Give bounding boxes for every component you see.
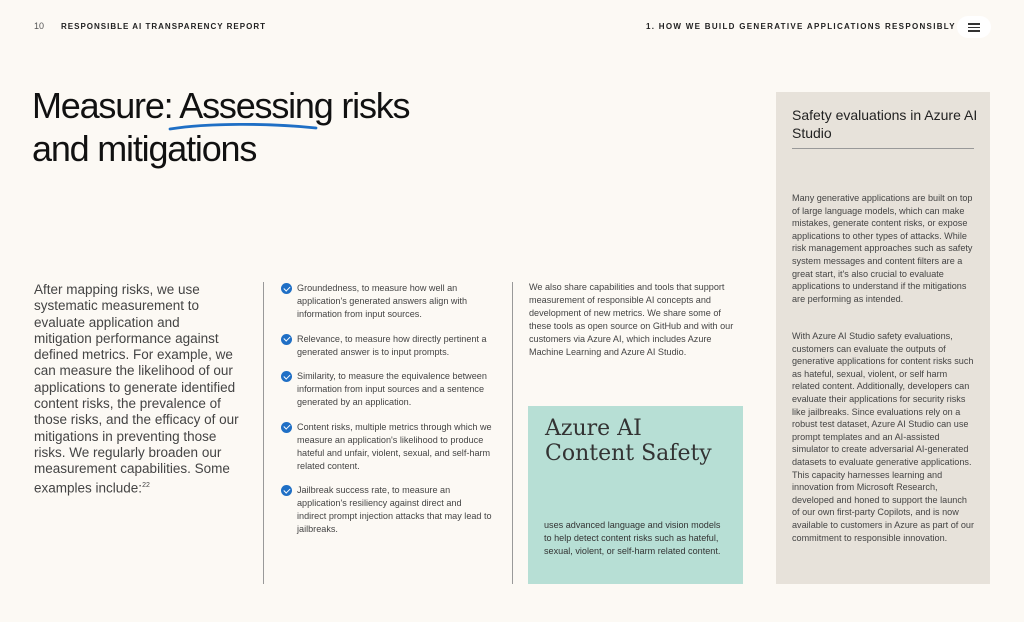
- page-number: 10: [34, 21, 45, 31]
- column-divider: [263, 282, 264, 584]
- sidebar-panel: [776, 92, 990, 584]
- checkmark-icon: [281, 334, 292, 345]
- list-item: [281, 282, 493, 321]
- title-line2: and mitigations: [32, 128, 257, 169]
- footnote-ref[interactable]: 22: [142, 481, 150, 489]
- metric-text: Jailbreak success rate, to measure an application's resiliency against direct and indirect prompt injection attacks that may lead to jailbreaks.: [297, 485, 492, 534]
- list-item: [281, 421, 493, 473]
- list-item: [281, 484, 493, 536]
- list-item: [281, 333, 493, 359]
- metric-text: Similarity, to measure the equivalence between information from input sources and a sentence generated by an application.: [297, 371, 487, 407]
- checkmark-icon: [281, 371, 292, 382]
- metric-text: Content risks, multiple metrics through which we measure an application's likelihood to produce hateful and unfair, violent, sexual, and self-harm related content.: [297, 421, 492, 471]
- title-prefix: Measure:: [32, 85, 180, 126]
- brush-underline: [168, 121, 320, 133]
- hamburger-menu-icon[interactable]: [957, 16, 991, 38]
- intro-paragraph: [34, 282, 239, 496]
- metric-text: Groundedness, to measure how well an application's generated answers align with information from input sources.: [297, 283, 468, 319]
- column-divider: [512, 282, 513, 584]
- title-suffix: risks: [332, 85, 410, 126]
- report-title: RESPONSIBLE AI TRANSPARENCY REPORT: [61, 22, 266, 31]
- callout-body: uses advanced language and vision models to help detect content risks such as hateful, sexual, violent, or self-harm related content.: [544, 520, 721, 556]
- section-nav-link[interactable]: 1. HOW WE BUILD GENERATIVE APPLICATIONS RESPONSIBLY: [646, 22, 956, 31]
- content-safety-callout: [528, 406, 743, 584]
- title-highlight: Assessing: [179, 85, 333, 126]
- metrics-list: [281, 282, 493, 548]
- intro-text: After mapping risks, we use systematic measurement to evaluate application and mitigation performance against defined metrics. For example, we can measure the likelihood of our applications to generate identified content risks, the prevalence of those risks, and the efficacy of our mitigations in preventing those risks. We regularly broaden our measurement capabilities. Some examples include:: [34, 282, 239, 496]
- checkmark-icon: [281, 283, 292, 294]
- sidebar-paragraph: Many generative applications are built on top of large language models, which can make mistakes, generate content risks, or expose applications to other types of attacks. While risk management approaches such as safety system messages and content filters are a great start, it's also crucial to evaluate applications to understand if the mitigations are performing as intended.: [792, 193, 973, 304]
- share-paragraph: We also share capabilities and tools that support measurement of responsible AI concepts and development of new metrics. We share some of these tools as open source on GitHub and with our customers via Azure AI, which includes Azure Machine Learning and Azure AI Studio.: [529, 282, 734, 357]
- callout-title: Azure AI Content Safety: [545, 416, 712, 466]
- list-item: [281, 370, 493, 409]
- checkmark-icon: [281, 485, 292, 496]
- sidebar-divider: [792, 148, 974, 149]
- metric-text: Relevance, to measure how directly pertinent a generated answer is to input prompts.: [297, 333, 487, 357]
- checkmark-icon: [281, 422, 292, 433]
- sidebar-paragraph: With Azure AI Studio safety evaluations, customers can evaluate the outputs of generative applications for content risks such as hateful, sexual, violent, or self harm related content. Additionally, developers can evaluate their applications for security risks like jailbreaks. Since evaluations rely on a robust test dataset, Azure AI Studio can use prompt templates and an AI-assisted simulator to create adversarial AI-generated datasets to evaluate generative applications. This capacity harnesses learning and innovation from Microsoft Research, developed and honed to support the launch of our own first-party Copilots, and is now available to customers in Azure as part of our commitment to responsible innovation.: [792, 331, 974, 543]
- sidebar-title: Safety evaluations in Azure AI Studio: [792, 107, 978, 141]
